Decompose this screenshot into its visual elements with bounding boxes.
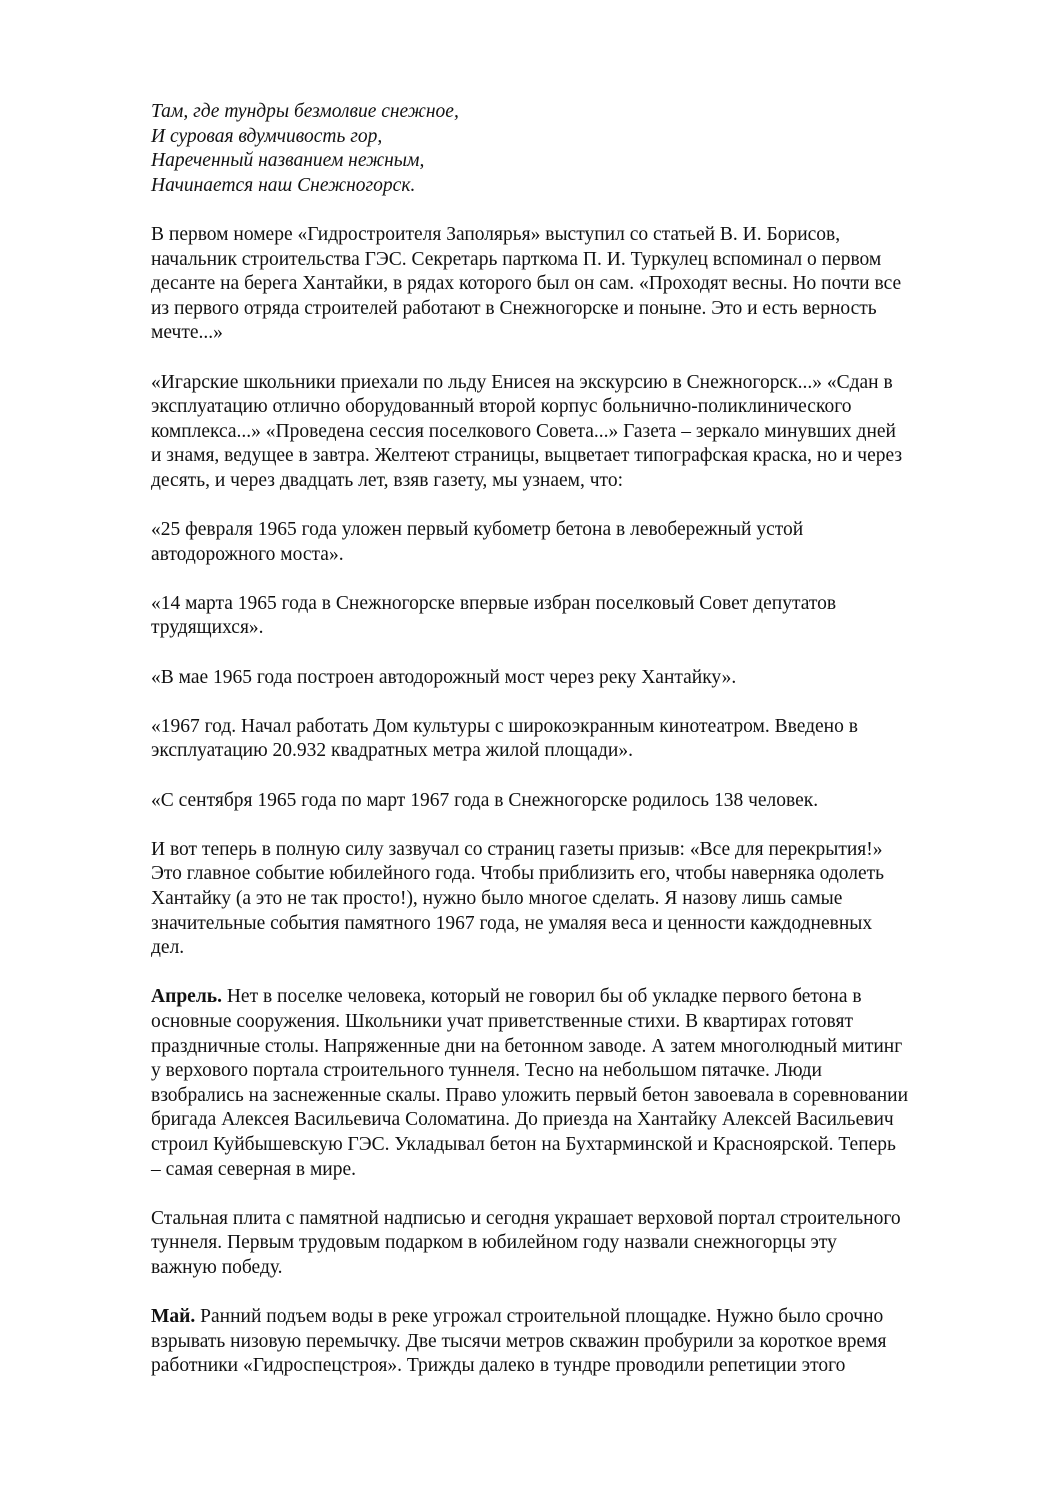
paragraph-newspaper-mirror — [151, 371, 991, 494]
text-line: у верхового портала строительного туннеля. Тесно на небольшом пятачке. Люди — [151, 1060, 822, 1082]
text-line: эксплуатацию 20.932 квадратных метра жилой площади». — [151, 740, 633, 762]
paragraph-may — [151, 1305, 991, 1379]
text-line: строил Куйбышевскую ГЭС. Укладывал бетон на Бухтарминской и Красноярской. Теперь — [151, 1133, 896, 1155]
lead-word-may: Май. — [151, 1306, 196, 1328]
text-line: и знамя, ведущее в завтра. Желтеют страницы, выцветает типографская краска, но и через — [151, 445, 903, 467]
text-line: автодорожного моста». — [151, 543, 344, 565]
text-line: значительные события памятного 1967 года, не умаляя веса и ценности каждодневных — [151, 912, 873, 934]
poem-line: Начинается наш Снежногорск. — [151, 174, 416, 196]
poem-line: Нареченный названием нежным, — [151, 150, 425, 172]
text-line: «1967 год. Начал работать Дом культуры с широкоэкранным кинотеатром. Введено в — [151, 715, 858, 737]
paragraph-april — [151, 985, 991, 1182]
paragraph-quote-may-1965 — [151, 666, 991, 691]
text-line: «25 февраля 1965 года уложен первый кубометр бетона в левобережный устой — [151, 519, 804, 541]
paragraph-quote-births — [151, 789, 991, 814]
paragraph-quote-mar-1965 — [151, 592, 991, 641]
text-fragment: Ранний подъем воды в реке угрожал строительной площадке. Нужно было срочно — [195, 1306, 884, 1328]
text-line: дел. — [151, 937, 185, 959]
text-line: комплекса...» «Проведена сессия поселкового Совета...» Газета – зеркало минувших дней — [151, 420, 896, 442]
text-line: взобрались на заснеженные скалы. Право уложить первый бетон завоевала в соревновании — [151, 1084, 909, 1106]
text-line — [151, 985, 991, 1010]
paragraph-quote-1967 — [151, 715, 991, 764]
text-line: важную победу. — [151, 1256, 283, 1278]
lead-word-april: Апрель. — [151, 986, 222, 1008]
text-line: начальник строительства ГЭС. Секретарь парткома П. И. Туркулец вспоминал о первом — [151, 248, 882, 270]
text-line: трудящихся». — [151, 617, 264, 639]
text-line: В первом номере «Гидростроителя Заполярья» выступил со статьей В. И. Борисов, — [151, 223, 841, 245]
text-line: «Игарские школьники приехали по льду Енисея на экскурсию в Снежногорск...» «Сдан в — [151, 371, 893, 393]
document-body — [151, 100, 991, 1403]
poem-line: Там, где тундры безмолвие снежное, — [151, 101, 459, 122]
text-line: мечте...» — [151, 322, 223, 344]
text-line: из первого отряда строителей работают в Снежногорске и поныне. Это и есть верность — [151, 297, 877, 319]
text-line: Это главное событие юбилейного года. Чтобы приблизить его, чтобы наверняка одолеть — [151, 863, 885, 885]
text-line: Хантайку (а это не так просто!), нужно было многое сделать. Я назову лишь самые — [151, 888, 843, 909]
text-line — [151, 1305, 991, 1330]
text-line: – самая северная в мире. — [151, 1158, 356, 1180]
epigraph-poem — [151, 100, 991, 198]
text-line: десять, и через двадцать лет, взяв газету, мы узнаем, что: — [151, 469, 623, 491]
text-line: эксплуатацию отлично оборудованный второй корпус больнично-поликлинического — [151, 396, 852, 418]
text-line: Стальная плита с памятной надписью и сегодня украшает верховой портал строительного — [151, 1207, 901, 1229]
text-line: основные сооружения. Школьники учат приветственные стихи. В квартирах готовят — [151, 1010, 853, 1032]
text-fragment: Нет в поселке человека, который не говорил бы об укладке первого бетона в — [221, 986, 862, 1008]
text-line: «С сентября 1965 года по март 1967 года в Снежногорске родилось 138 человек. — [151, 789, 819, 811]
text-line: бригада Алексея Васильевича Соломатина. До приезда на Хантайку Алексей Васильевич — [151, 1109, 894, 1131]
text-line: «14 марта 1965 года в Снежногорске впервые избран поселковый Совет депутатов — [151, 592, 837, 614]
paragraph-steel-plate — [151, 1207, 991, 1281]
paragraph-quote-feb-1965 — [151, 518, 991, 567]
text-line: работники «Гидроспецстроя». Трижды далеко в тундре проводили репетиции этого — [151, 1355, 846, 1377]
text-line: туннеля. Первым трудовым подарком в юбилейном году назвали снежногорцы эту — [151, 1232, 837, 1254]
text-line: «В мае 1965 года построен автодорожный мост через реку Хантайку». — [151, 666, 737, 688]
text-line: десанте на берега Хантайки, в рядах которого был он сам. «Проходят весны. Но почти все — [151, 273, 902, 295]
text-line: праздничные столы. Напряженные дни на бетонном заводе. А затем многолюдный митинг — [151, 1035, 903, 1057]
paragraph-call-to-action — [151, 838, 991, 961]
poem-line: И суровая вдумчивость гор, — [151, 125, 383, 147]
text-line: И вот теперь в полную силу зазвучал со страниц газеты призыв: «Все для перекрытия!» — [151, 838, 883, 860]
paragraph-first-issue — [151, 223, 991, 346]
text-line: взрывать низовую перемычку. Две тысячи метров скважин пробурили за короткое время — [151, 1330, 887, 1352]
